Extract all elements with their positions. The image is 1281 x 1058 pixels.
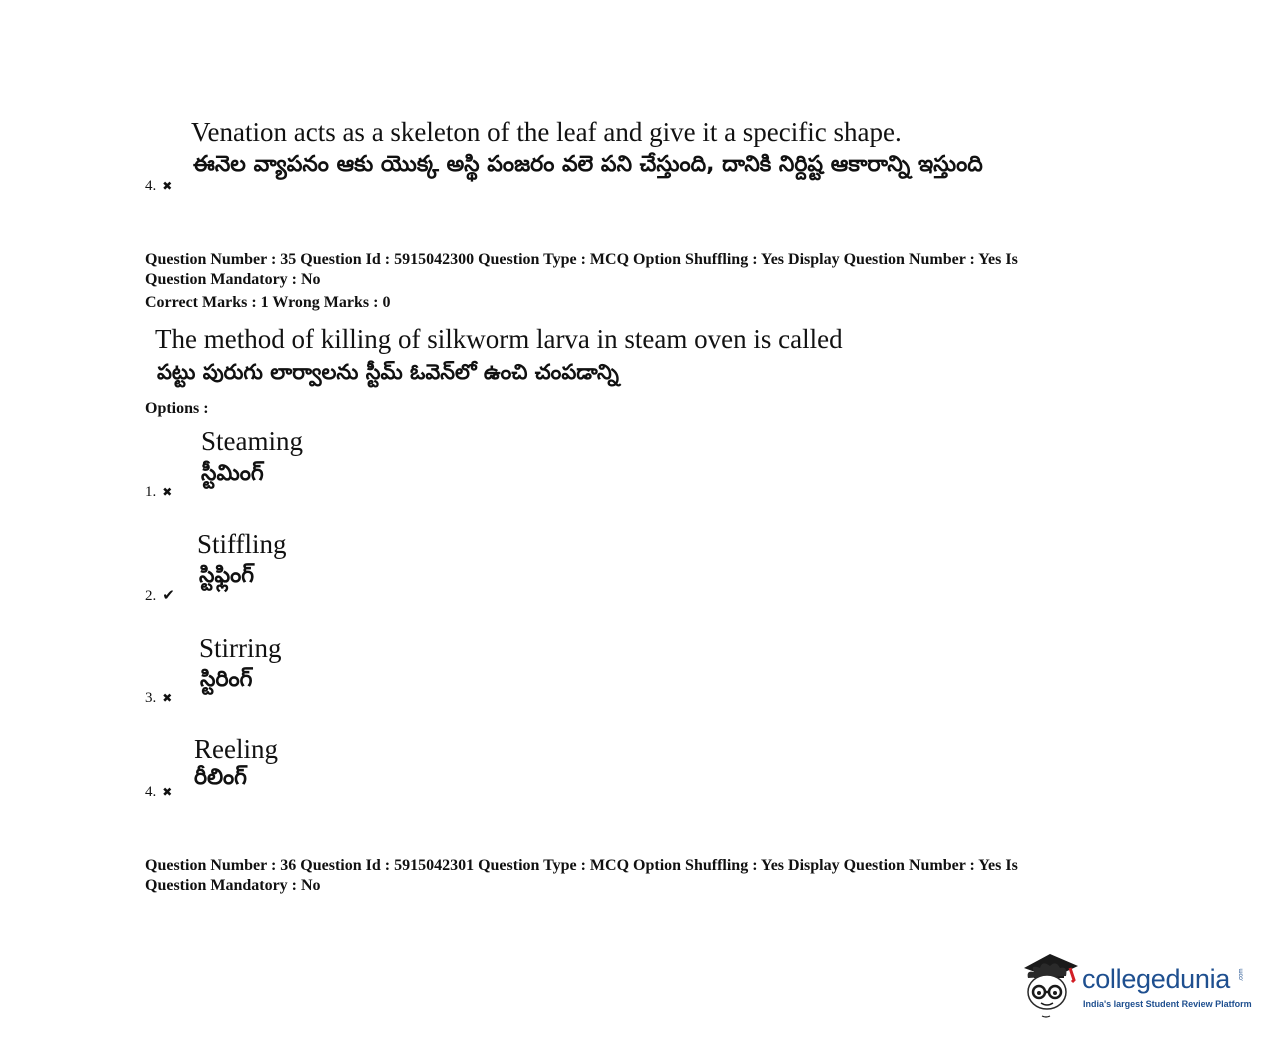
option-3-number: 3.: [145, 690, 157, 706]
logo-wordmark: collegedunia: [1082, 964, 1231, 994]
prev-option-number-row: [145, 177, 172, 195]
q36-meta-line2: Question Mandatory : No: [145, 877, 321, 894]
option-2-english: Stiffling: [197, 529, 287, 559]
option-4-telugu: రీలింగ్: [194, 765, 247, 790]
prev-option-telugu: ఈనెల వ్యాపనం ఆకు యొక్క అస్థి పంజరం వలె పని చేస్తుంది, దానికి నిర్దిష్ట ఆకారాన్ని ఇస్తుంది: [193, 152, 983, 177]
cross-icon: ✖: [162, 785, 173, 799]
option-3-english: Stirring: [199, 633, 282, 663]
cross-icon: ✖: [162, 485, 173, 499]
option-4-number-row: [145, 783, 172, 801]
option-1-number-row: [145, 483, 172, 501]
option-3-telugu: స్టిరింగ్: [200, 667, 253, 692]
q35-meta-line2: Question Mandatory : No: [145, 271, 321, 288]
q35-meta-line1: Question Number : 35 Question Id : 5915042300 Question Type : MCQ Option Shuffling : Yes Display Question Number : Yes Is: [145, 251, 1018, 268]
logo-tagline: India's largest Student Review Platform: [1083, 999, 1252, 1009]
option-1-english: Steaming: [201, 426, 303, 456]
options-label: Options :: [145, 400, 209, 417]
prev-option-english: Venation acts as a skeleton of the leaf and give it a specific shape.: [191, 117, 902, 147]
option-4-number: 4.: [145, 784, 157, 800]
collegedunia-logo: [1020, 950, 1260, 1020]
option-3-number-row: [145, 689, 172, 707]
q35-question-telugu: పట్టు పురుగు లార్వాలను స్టీమ్ ఓవెన్‌లో ఉంచి చంపడాన్ని: [157, 360, 619, 384]
option-2-number-row: [145, 586, 175, 605]
q35-question-english: The method of killing of silkworm larva in steam oven is called: [155, 324, 843, 354]
q36-meta-line1: Question Number : 36 Question Id : 5915042301 Question Type : MCQ Option Shuffling : Yes Display Question Number : Yes Is: [145, 857, 1018, 874]
option-2-telugu: స్టిఫ్లింగ్: [199, 563, 255, 588]
mascot-icon: [1020, 950, 1082, 1020]
cross-icon: ✖: [162, 179, 173, 193]
logo-domain-suffix: .com: [1238, 968, 1245, 982]
option-1-telugu: స్టీమింగ్: [201, 461, 264, 486]
option-4-english: Reeling: [194, 734, 278, 764]
prev-option-number: 4.: [145, 178, 157, 194]
option-1-number: 1.: [145, 484, 157, 500]
check-icon: ✔: [162, 586, 175, 604]
option-2-number: 2.: [145, 588, 157, 604]
q35-marks: Correct Marks : 1 Wrong Marks : 0: [145, 294, 391, 311]
cross-icon: ✖: [162, 691, 173, 705]
